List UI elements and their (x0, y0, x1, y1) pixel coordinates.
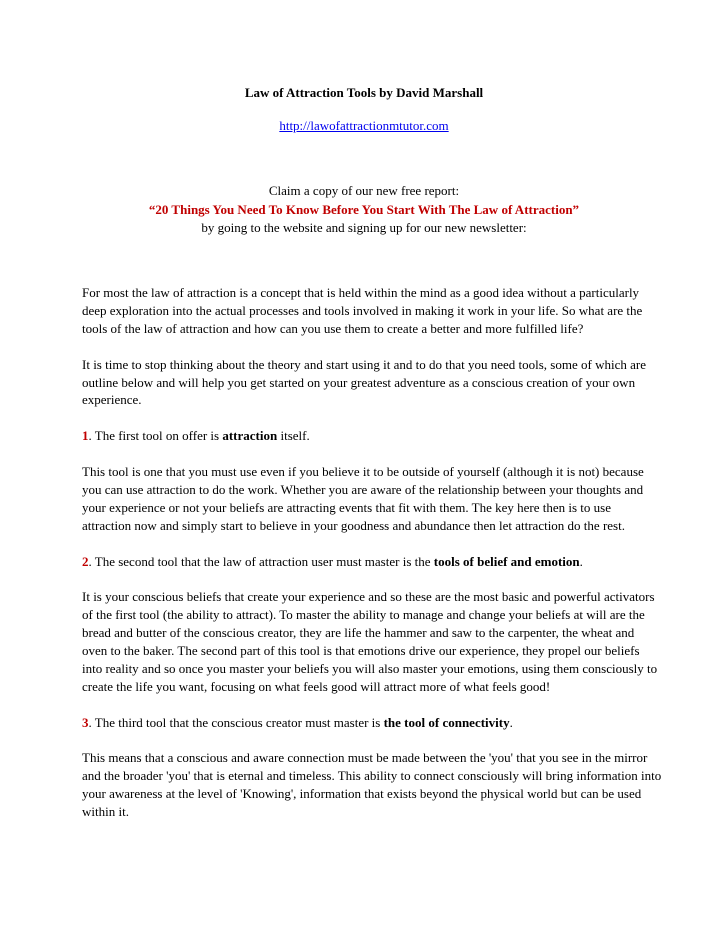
tool-lead-text: . The third tool that the conscious creator must master is (88, 714, 384, 730)
tool-name: attraction (222, 428, 278, 444)
website-link[interactable]: http://lawofattractionmtutor.com (279, 118, 449, 133)
paragraph-attraction: This tool is one that you must use even if you believe it to be outside of yourself (although it is not) because you can use attraction to do the work. Whether you are aware of the relationship between your thoughts and your experience or not your beliefs are attracting events that fit with them. The key here then is to use attraction now and simply start to believe in your goodness and abundance then let attraction do the rest. (82, 464, 644, 533)
tool-tail-text: itself. (277, 428, 310, 444)
tool-heading-3 (82, 714, 662, 732)
tool-tail-text: . (579, 553, 583, 569)
tool-heading-2 (82, 553, 662, 571)
tool-lead-text: . The second tool that the law of attraction user must master is the (88, 553, 434, 569)
paragraph-beliefs: It is your conscious beliefs that create your experience and so these are the most basic and powerful activators of the first tool (the ability to attract). To master the ability to manage and change your beliefs at will are the bread and butter of the conscious creator, they are life the hammer and saw to the carpenter, the wheat and oven to the baker. The second part of this tool is that emotions drive our experience, they propel our beliefs into reality and so once you master your beliefs you will also master your emotions, using them consciously to create the life you want, focusing on what feels good will attract more of what feels good! (82, 589, 658, 694)
paragraph-tools: It is time to stop thinking about the theory and start using it and to do that you need tools, some of which are outline below and will help you get started on your greatest adventure as a conscious creation of your own experience. (82, 356, 646, 408)
article-body (82, 284, 662, 839)
paragraph-intro: For most the law of attraction is a concept that is held within the mind as a good idea without a particularly deep exploration into the actual processes and tools involved in making it work in your life. So what are the tools of the law of attraction and how can you use them to create a better and more fulfilled life? (82, 285, 643, 336)
tool-name: tools of belief and emotion (433, 553, 580, 569)
tool-number: 1 (82, 428, 89, 444)
promo-intro: Claim a copy of our new free report: (268, 183, 460, 198)
tool-lead-text: . The first tool on offer is (88, 428, 223, 444)
paragraph-connectivity: This means that a conscious and aware connection must be made between the 'you' that you see in the mirror and the broader 'you' that is eternal and timeless. This ability to connect consciously will bring information into your awareness at the level of 'Knowing', information that exists beyond the physical world but can be used within it. (82, 750, 662, 820)
tool-number: 2 (82, 553, 89, 569)
tool-number: 3 (82, 714, 89, 730)
document-title: Law of Attraction Tools by David Marshall (244, 85, 484, 100)
tool-tail-text: . (509, 714, 513, 730)
url-line (0, 117, 728, 135)
tool-name: the tool of connectivity (383, 714, 510, 730)
tool-heading-1 (82, 427, 662, 445)
promo-outro: by going to the website and signing up for our new newsletter: (201, 220, 527, 235)
report-title: “20 Things You Need To Know Before You Start With The Law of Attraction” (148, 202, 580, 217)
